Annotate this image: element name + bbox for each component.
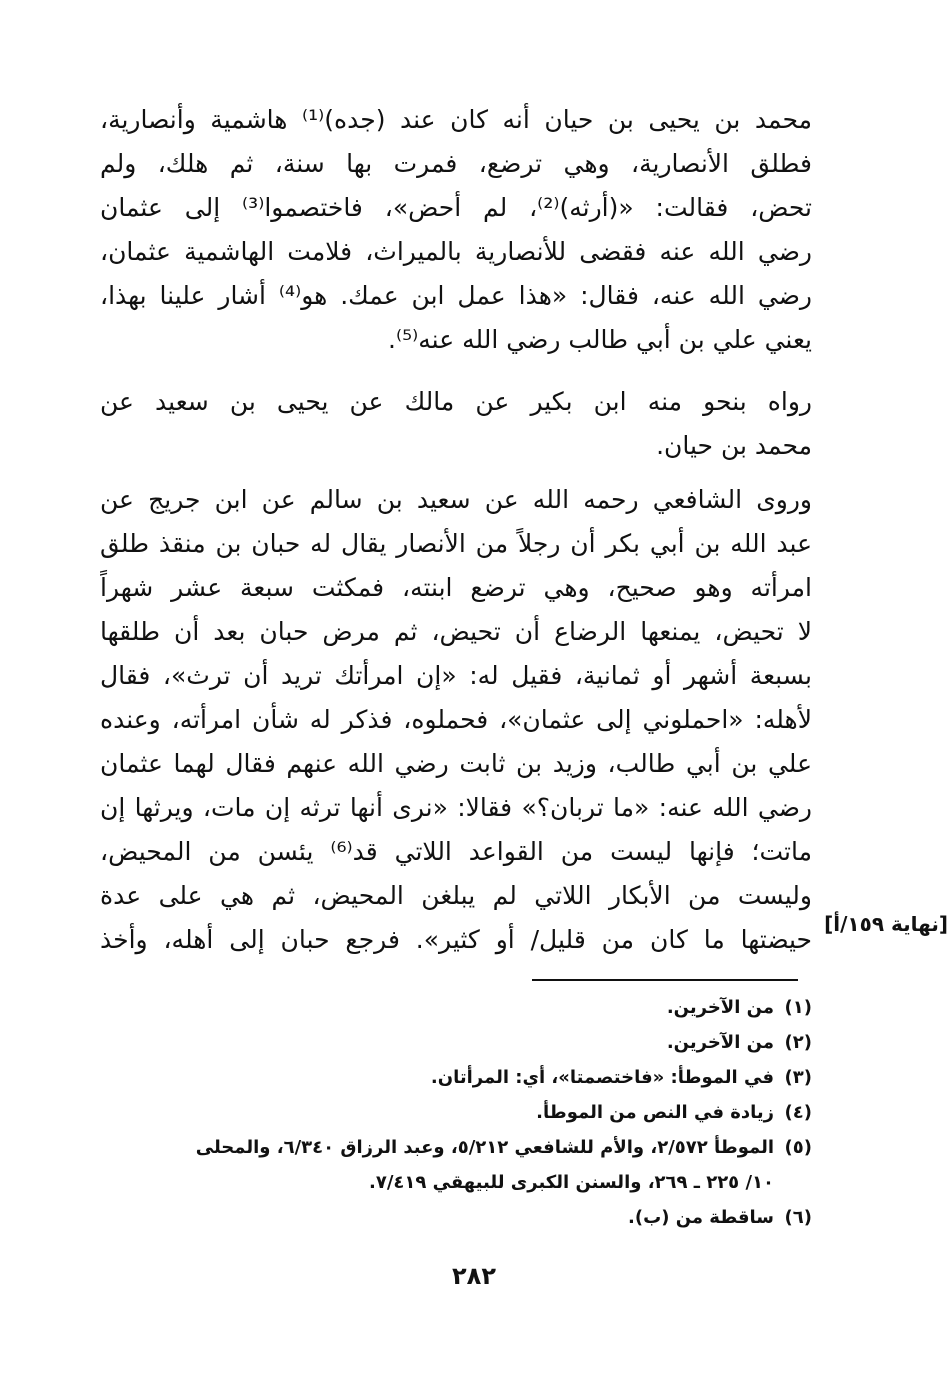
margin-folio-note: [نهاية ١٥٩/أ] xyxy=(824,912,948,936)
footnote-number: (٤) xyxy=(784,1102,812,1123)
text-line: علي بن أبي طالب، وزيد بن ثابت رضي الله عنهم فقال لهما عثمان xyxy=(100,749,812,778)
footnote-continuation: ١٠/ ٢٢٥ ـ ٢٦٩، والسنن الكبرى للبيهقي ٧/٤١٩. xyxy=(368,1172,774,1193)
page-number: ٢٨٢ xyxy=(452,1262,496,1290)
text-line: وروى الشافعي رحمه الله عن سعيد بن سالم عن ابن جريج عن xyxy=(100,485,812,514)
footnote-text: في الموطأ: «فاختصمتا»، أي: المرأتان. xyxy=(430,1067,774,1088)
footnote-text: الموطأ ٢/٥٧٢، والأم للشافعي ٥/٢١٢، وعبد الرزاق ٦/٣٤٠، والمحلى xyxy=(195,1137,774,1158)
text-line: لا تحيض، يمنعها الرضاع أن تحيض، ثم مرض حبان بعد أن طلقها xyxy=(100,617,812,646)
paragraph-3 xyxy=(100,478,812,962)
paragraph-2 xyxy=(100,380,812,468)
footnote xyxy=(100,1060,812,1095)
text-line: عبد الله بن أبي بكر أن رجلاً من الأنصار يقال له حبان بن منقذ طلق xyxy=(100,529,812,558)
footnote xyxy=(100,990,812,1025)
text-line: محمد بن حيان. xyxy=(656,431,812,460)
text-line: يعني علي بن أبي طالب رضي الله عنه⁽⁵⁾. xyxy=(388,325,812,354)
footnote-text: من الآخرين. xyxy=(666,997,774,1018)
footnote xyxy=(100,1130,812,1165)
text-line: رضي الله عنه: «ما تربان؟» فقالا: «نرى أنها ترثه إن مات، ويرثها إن xyxy=(100,793,812,822)
footnote-number: (٥) xyxy=(784,1137,812,1158)
text-line: رواه بنحو منه ابن بكير عن مالك عن يحيى بن سعيد عن xyxy=(100,387,812,416)
footnote-number: (١) xyxy=(784,997,812,1018)
footnote-number: (٣) xyxy=(784,1067,812,1088)
text-line: امرأته وهو صحيح، وهي ترضع ابنته، فمكثت سبعة عشر شهراً xyxy=(100,573,812,602)
footnotes xyxy=(100,990,812,1235)
paragraph-1 xyxy=(100,98,812,362)
text-line: رضي الله عنه، فقال: «هذا عمل ابن عمك. هو⁽⁴⁾ أشار علينا بهذا، xyxy=(100,281,812,310)
text-line: ماتت؛ فإنها ليست من القواعد اللاتي قد⁽⁶⁾ يئسن من المحيض، xyxy=(100,837,812,866)
footnote-text: من الآخرين. xyxy=(666,1032,774,1053)
footnote-text: ساقطة من (ب). xyxy=(628,1207,774,1228)
text-line: بسبعة أشهر أو ثمانية، فقيل له: «إن امرأتك تريد أن ترث»، فقال xyxy=(100,661,812,690)
text-line: لأهله: «احملوني إلى عثمان»، فحملوه، فذكر له شأن امرأته، وعنده xyxy=(100,705,812,734)
text-line: وليست من الأبكار اللاتي لم يبلغن المحيض، ثم هي على عدة xyxy=(100,881,812,910)
footnote-separator xyxy=(532,979,798,981)
text-line: حيضتها ما كان من قليل/ أو كثير». فرجع حبان إلى أهله، وأخذ xyxy=(100,925,812,954)
footnote xyxy=(100,1025,812,1060)
text-line: فطلق الأنصارية، وهي ترضع، فمرت بها سنة، ثم هلك، ولم xyxy=(100,149,812,178)
text-line: رضي الله عنه فقضى للأنصارية بالميراث، فلامت الهاشمية عثمان، xyxy=(100,237,812,266)
footnote xyxy=(100,1200,812,1235)
footnote xyxy=(100,1095,812,1130)
footnote-number: (٦) xyxy=(784,1207,812,1228)
text-line: محمد بن يحيى بن حيان أنه كان عند (جده)⁽¹⁾ هاشمية وأنصارية، xyxy=(100,105,812,134)
text-line: تحض، فقالت: «(أرثه)⁽²⁾، لم أحض»، فاختصموا⁽³⁾ إلى عثمان xyxy=(100,193,812,222)
footnote-number: (٢) xyxy=(784,1032,812,1053)
footnote-text: زيادة في النص من الموطأ. xyxy=(536,1102,774,1123)
